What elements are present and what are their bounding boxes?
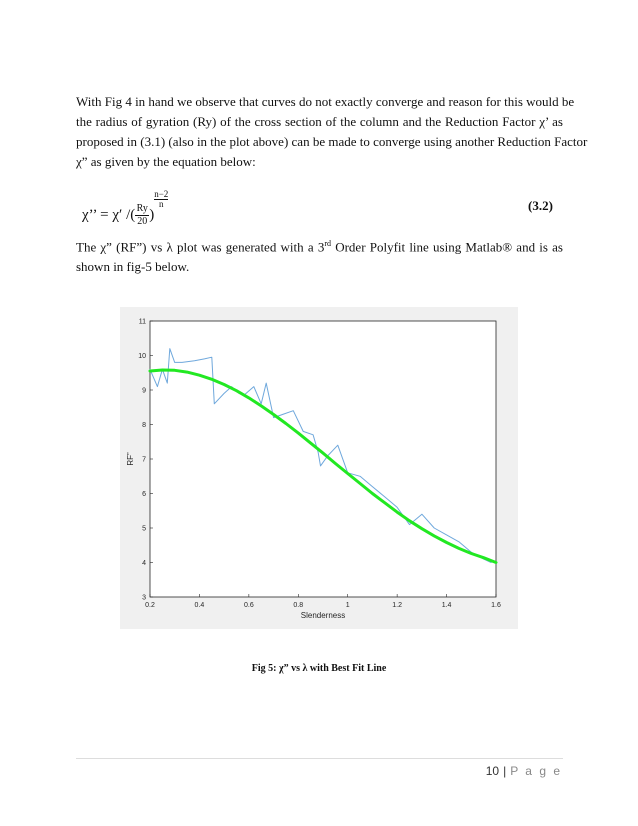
fraction-denominator: 20	[137, 216, 148, 228]
text-line: the radius of gyration (Ry) of the cross section of the column and the Reduction Factor χ’ as	[76, 114, 563, 129]
x-tick-label: 0.8	[293, 602, 304, 609]
y-tick-label: 5	[142, 525, 146, 533]
x-axis-label: Slenderness	[300, 611, 346, 620]
y-tick-label: 4	[142, 560, 146, 567]
text-line: shown in fig-5 below.	[76, 259, 190, 275]
equation-fraction	[135, 203, 149, 228]
footer-separator: |	[503, 764, 507, 778]
equation-lhs: χ’’ = χ′ /(	[82, 207, 136, 223]
text-line: χ” as given by the equation below:	[76, 154, 256, 169]
method-paragraph	[76, 234, 563, 277]
x-tick-label: 0.4	[194, 602, 205, 609]
plot-area	[150, 321, 496, 597]
superscript: rd	[324, 239, 331, 248]
y-tick-label: 11	[138, 318, 146, 326]
y-tick-label: 8	[142, 422, 146, 429]
exponent-numerator: n−2	[154, 189, 169, 199]
text-segment: The χ” (RF”) vs λ plot was generated with a 3	[76, 239, 325, 255]
y-tick-label: 3	[142, 594, 146, 602]
text-line	[76, 234, 563, 257]
figure-5	[120, 307, 518, 629]
text-segment: Order Polyfit line using Matlab® and is as	[331, 239, 563, 255]
equation-number: (3.2)	[528, 198, 553, 213]
intro-paragraph	[76, 92, 588, 172]
x-tick-label: 1.2	[392, 602, 403, 609]
x-tick-label: 1.6	[491, 602, 501, 609]
x-tick-label: 1.4	[441, 602, 452, 609]
equation-3-2	[82, 190, 168, 228]
exponent-denominator: n	[154, 199, 168, 209]
y-tick-label: 9	[142, 387, 146, 395]
equation-exponent	[154, 190, 168, 209]
x-tick-label: 0.2	[145, 602, 155, 609]
y-axis-label: RF”	[126, 452, 135, 466]
page-label: P a g e	[510, 764, 562, 778]
equation-rparen: )	[149, 207, 155, 223]
page-number: 10	[485, 764, 500, 778]
figure-caption: Fig 5: χ” vs λ with Best Fit Line	[251, 663, 387, 674]
fraction-numerator: Ry	[136, 203, 148, 215]
x-tick-label: 1	[345, 602, 350, 609]
footer-divider	[76, 758, 563, 759]
rf-vs-slenderness-chart	[120, 307, 518, 629]
y-tick-label: 6	[142, 491, 146, 498]
x-tick-label: 0.6	[243, 602, 254, 609]
y-tick-label: 7	[142, 456, 146, 464]
y-tick-label: 10	[138, 353, 146, 360]
text-line: proposed in (3.1) (also in the plot above) can be made to converge using another Reduction Factor	[76, 134, 588, 149]
text-line: With Fig 4 in hand we observe that curves do not exactly converge and reason for this would be	[76, 94, 575, 109]
page-footer	[486, 764, 562, 778]
